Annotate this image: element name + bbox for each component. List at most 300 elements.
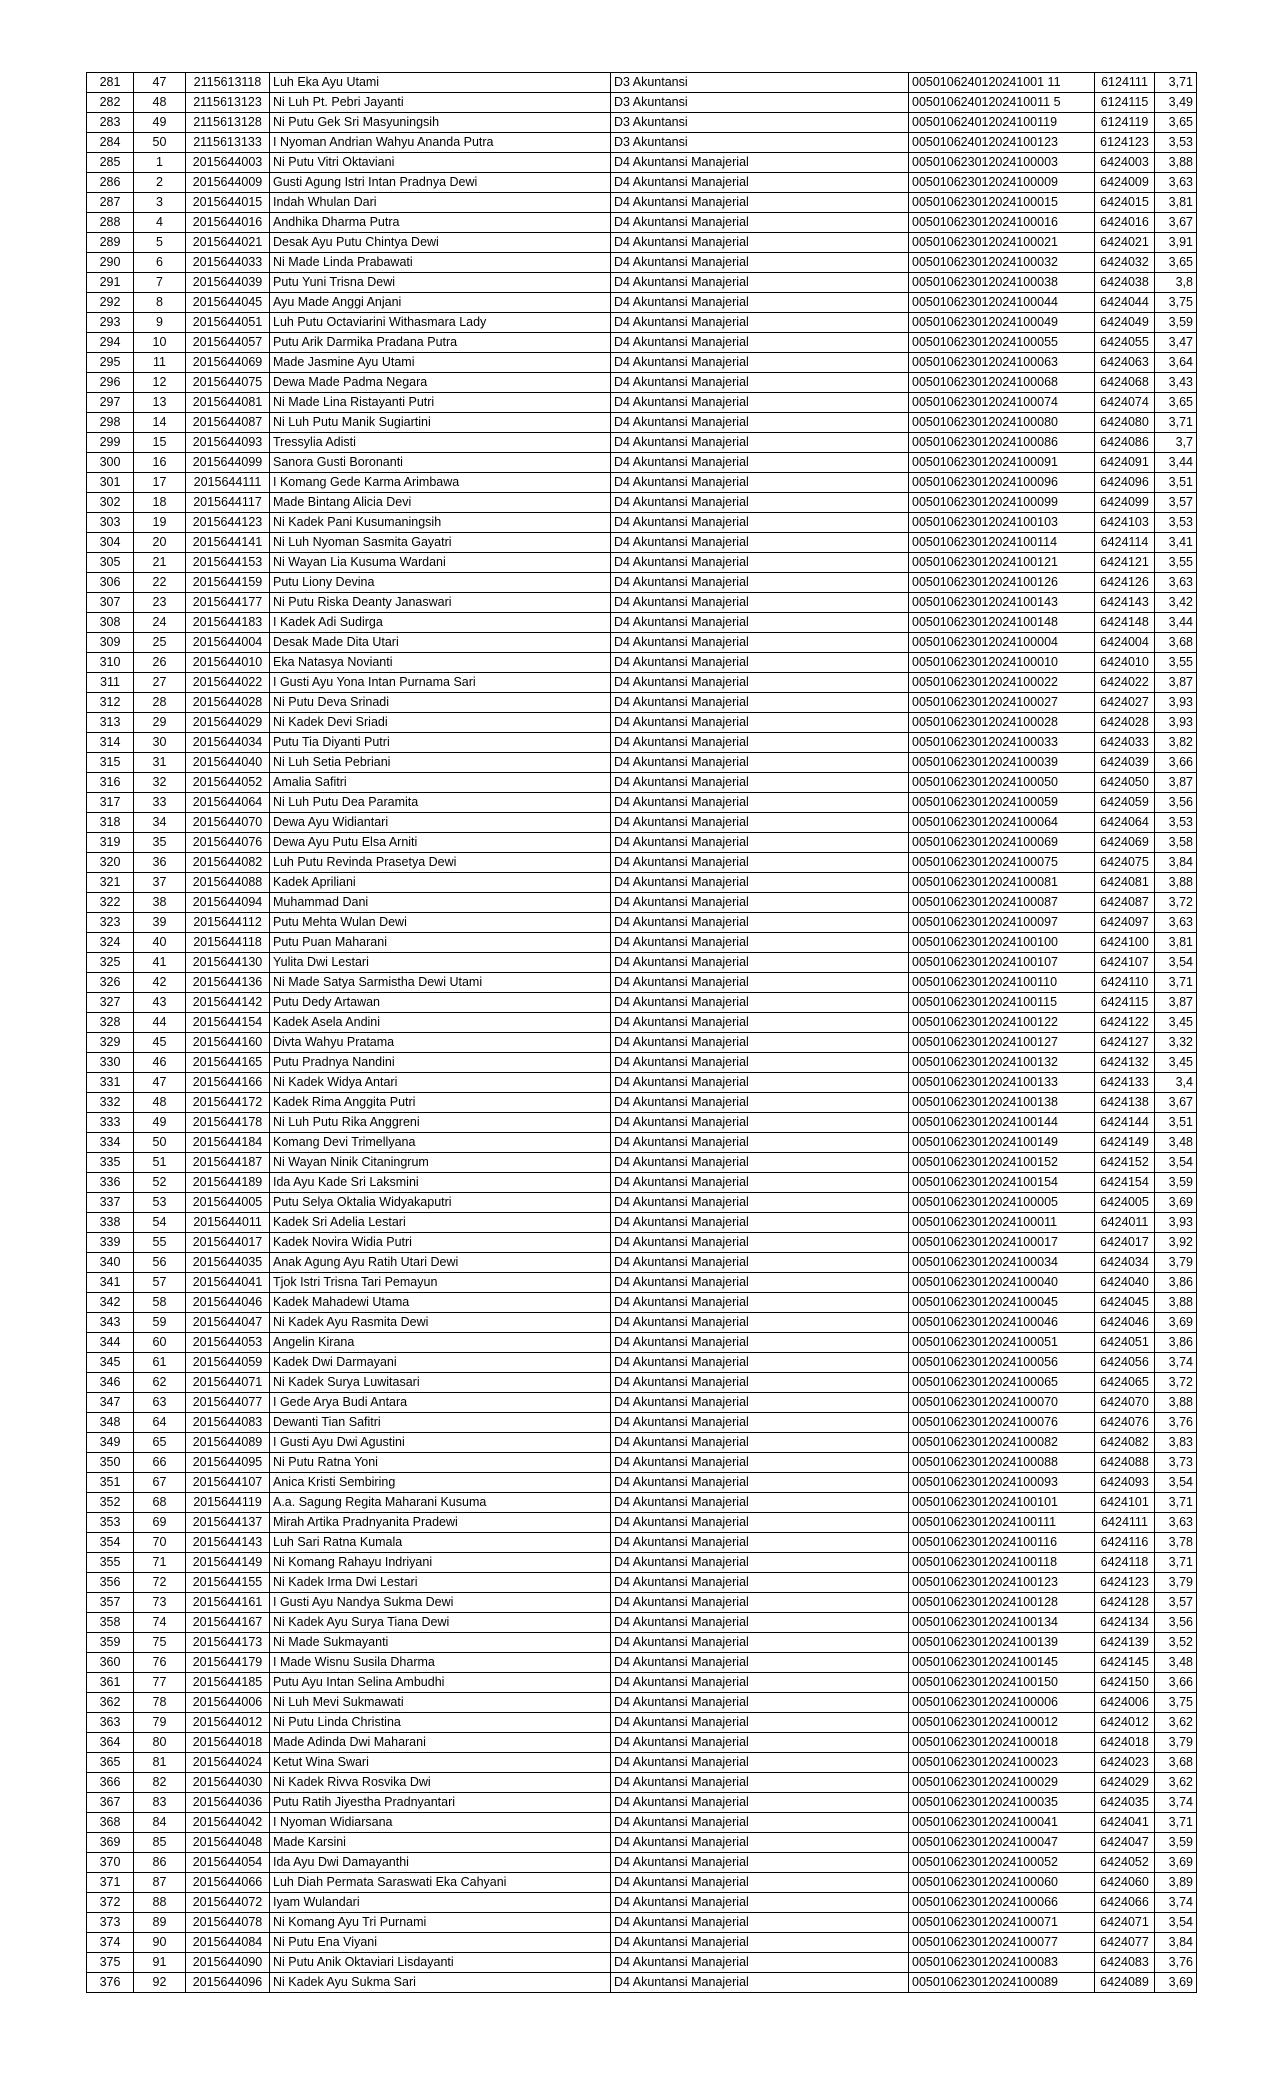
- study-program-cell: D4 Akuntansi Manajerial: [611, 593, 909, 613]
- student-id-cell: 2015644030: [186, 1773, 270, 1793]
- row-number-cell: 360: [87, 1653, 134, 1673]
- gpa-cell: 3,71: [1155, 1553, 1197, 1573]
- table-row: [87, 1233, 1197, 1253]
- table-row: [87, 193, 1197, 213]
- sequence-number-cell: 4: [134, 213, 186, 233]
- student-id-cell: 2015644083: [186, 1413, 270, 1433]
- student-name-cell: Putu Selya Oktalia Widyakaputri: [270, 1193, 611, 1213]
- certificate-number-cell: 005010623012024100097: [909, 913, 1095, 933]
- certificate-number-cell: 0050106240120241001 11: [909, 73, 1095, 93]
- row-number-cell: 322: [87, 893, 134, 913]
- study-program-cell: D4 Akuntansi Manajerial: [611, 1173, 909, 1193]
- certificate-number-cell: 005010623012024100088: [909, 1453, 1095, 1473]
- row-number-cell: 295: [87, 353, 134, 373]
- gpa-cell: 3,72: [1155, 1373, 1197, 1393]
- student-name-cell: Ni Luh Putu Dea Paramita: [270, 793, 611, 813]
- student-id-cell: 2015644112: [186, 913, 270, 933]
- student-name-cell: Ni Putu Gek Sri Masyuningsih: [270, 113, 611, 133]
- table-row: [87, 793, 1197, 813]
- student-id-cell: 2015644160: [186, 1033, 270, 1053]
- table-row: [87, 1613, 1197, 1633]
- sequence-number-cell: 80: [134, 1733, 186, 1753]
- row-number-cell: 298: [87, 413, 134, 433]
- row-number-cell: 309: [87, 633, 134, 653]
- student-id-cell: 2015644009: [186, 173, 270, 193]
- table-row: [87, 1033, 1197, 1053]
- student-id-cell: 2115613118: [186, 73, 270, 93]
- student-id-cell: 2015644167: [186, 1613, 270, 1633]
- registration-code-cell: 6424027: [1095, 693, 1155, 713]
- student-id-cell: 2015644093: [186, 433, 270, 453]
- table-row: [87, 1833, 1197, 1853]
- row-number-cell: 321: [87, 873, 134, 893]
- gpa-cell: 3,75: [1155, 293, 1197, 313]
- registration-code-cell: 6424127: [1095, 1033, 1155, 1053]
- student-name-cell: Ni Putu Vitri Oktaviani: [270, 153, 611, 173]
- certificate-number-cell: 00501062401202410011 5: [909, 93, 1095, 113]
- study-program-cell: D4 Akuntansi Manajerial: [611, 1553, 909, 1573]
- student-name-cell: Kadek Mahadewi Utama: [270, 1293, 611, 1313]
- student-id-cell: 2015644087: [186, 413, 270, 433]
- student-id-cell: 2015644051: [186, 313, 270, 333]
- registration-code-cell: 6424068: [1095, 373, 1155, 393]
- student-name-cell: Ni Luh Nyoman Sasmita Gayatri: [270, 533, 611, 553]
- student-id-cell: 2015644172: [186, 1093, 270, 1113]
- student-id-cell: 2015644166: [186, 1073, 270, 1093]
- certificate-number-cell: 005010623012024100128: [909, 1593, 1095, 1613]
- sequence-number-cell: 10: [134, 333, 186, 353]
- sequence-number-cell: 42: [134, 973, 186, 993]
- student-name-cell: Ni Luh Pt. Pebri Jayanti: [270, 93, 611, 113]
- student-name-cell: I Made Wisnu Susila Dharma: [270, 1653, 611, 1673]
- study-program-cell: D4 Akuntansi Manajerial: [611, 1793, 909, 1813]
- sequence-number-cell: 30: [134, 733, 186, 753]
- registration-code-cell: 6424004: [1095, 633, 1155, 653]
- registration-code-cell: 6424016: [1095, 213, 1155, 233]
- certificate-number-cell: 005010623012024100074: [909, 393, 1095, 413]
- study-program-cell: D4 Akuntansi Manajerial: [611, 1253, 909, 1273]
- study-program-cell: D4 Akuntansi Manajerial: [611, 273, 909, 293]
- gpa-cell: 3,66: [1155, 753, 1197, 773]
- sequence-number-cell: 83: [134, 1793, 186, 1813]
- sequence-number-cell: 5: [134, 233, 186, 253]
- registration-code-cell: 6424017: [1095, 1233, 1155, 1253]
- sequence-number-cell: 47: [134, 73, 186, 93]
- registration-code-cell: 6424152: [1095, 1153, 1155, 1173]
- student-id-cell: 2015644178: [186, 1113, 270, 1133]
- study-program-cell: D4 Akuntansi Manajerial: [611, 853, 909, 873]
- certificate-number-cell: 005010623012024100148: [909, 613, 1095, 633]
- study-program-cell: D4 Akuntansi Manajerial: [611, 1893, 909, 1913]
- row-number-cell: 302: [87, 493, 134, 513]
- student-name-cell: I Komang Gede Karma Arimbawa: [270, 473, 611, 493]
- student-id-cell: 2015644028: [186, 693, 270, 713]
- table-row: [87, 1353, 1197, 1373]
- sequence-number-cell: 14: [134, 413, 186, 433]
- row-number-cell: 350: [87, 1453, 134, 1473]
- row-number-cell: 299: [87, 433, 134, 453]
- student-id-cell: 2015644183: [186, 613, 270, 633]
- sequence-number-cell: 13: [134, 393, 186, 413]
- student-id-cell: 2015644059: [186, 1353, 270, 1373]
- student-name-cell: Kadek Sri Adelia Lestari: [270, 1213, 611, 1233]
- student-id-cell: 2015644024: [186, 1753, 270, 1773]
- study-program-cell: D4 Akuntansi Manajerial: [611, 1953, 909, 1973]
- student-id-cell: 2015644071: [186, 1373, 270, 1393]
- row-number-cell: 375: [87, 1953, 134, 1973]
- student-name-cell: Ketut Wina Swari: [270, 1753, 611, 1773]
- study-program-cell: D4 Akuntansi Manajerial: [611, 1393, 909, 1413]
- table-row: [87, 1533, 1197, 1553]
- study-program-cell: D4 Akuntansi Manajerial: [611, 613, 909, 633]
- gpa-cell: 3,68: [1155, 1753, 1197, 1773]
- certificate-number-cell: 005010623012024100118: [909, 1553, 1095, 1573]
- student-name-cell: Kadek Apriliani: [270, 873, 611, 893]
- study-program-cell: D4 Akuntansi Manajerial: [611, 493, 909, 513]
- sequence-number-cell: 51: [134, 1153, 186, 1173]
- certificate-number-cell: 005010623012024100111: [909, 1513, 1095, 1533]
- table-row: [87, 153, 1197, 173]
- study-program-cell: D4 Akuntansi Manajerial: [611, 1513, 909, 1533]
- gpa-cell: 3,65: [1155, 393, 1197, 413]
- student-id-cell: 2015644042: [186, 1813, 270, 1833]
- sequence-number-cell: 35: [134, 833, 186, 853]
- certificate-number-cell: 005010623012024100017: [909, 1233, 1095, 1253]
- student-name-cell: Luh Eka Ayu Utami: [270, 73, 611, 93]
- study-program-cell: D4 Akuntansi Manajerial: [611, 253, 909, 273]
- row-number-cell: 314: [87, 733, 134, 753]
- row-number-cell: 367: [87, 1793, 134, 1813]
- student-id-cell: 2015644046: [186, 1293, 270, 1313]
- certificate-number-cell: 005010623012024100144: [909, 1113, 1095, 1133]
- student-id-cell: 2015644179: [186, 1653, 270, 1673]
- student-name-cell: I Gusti Ayu Dwi Agustini: [270, 1433, 611, 1453]
- certificate-number-cell: 005010624012024100123: [909, 133, 1095, 153]
- registration-code-cell: 6424111: [1095, 1513, 1155, 1533]
- gpa-cell: 3,66: [1155, 1673, 1197, 1693]
- study-program-cell: D4 Akuntansi Manajerial: [611, 1333, 909, 1353]
- sequence-number-cell: 2: [134, 173, 186, 193]
- study-program-cell: D4 Akuntansi Manajerial: [611, 1773, 909, 1793]
- gpa-cell: 3,79: [1155, 1733, 1197, 1753]
- study-program-cell: D4 Akuntansi Manajerial: [611, 733, 909, 753]
- certificate-number-cell: 005010623012024100060: [909, 1873, 1095, 1893]
- row-number-cell: 348: [87, 1413, 134, 1433]
- sequence-number-cell: 70: [134, 1533, 186, 1553]
- row-number-cell: 373: [87, 1913, 134, 1933]
- row-number-cell: 347: [87, 1393, 134, 1413]
- registration-code-cell: 6424044: [1095, 293, 1155, 313]
- sequence-number-cell: 75: [134, 1633, 186, 1653]
- study-program-cell: D4 Akuntansi Manajerial: [611, 893, 909, 913]
- registration-code-cell: 6424056: [1095, 1353, 1155, 1373]
- study-program-cell: D4 Akuntansi Manajerial: [611, 753, 909, 773]
- student-id-cell: 2015644149: [186, 1553, 270, 1573]
- student-id-cell: 2015644117: [186, 493, 270, 513]
- certificate-number-cell: 005010623012024100046: [909, 1313, 1095, 1333]
- sequence-number-cell: 68: [134, 1493, 186, 1513]
- study-program-cell: D4 Akuntansi Manajerial: [611, 793, 909, 813]
- student-id-cell: 2015644057: [186, 333, 270, 353]
- certificate-number-cell: 005010623012024100071: [909, 1913, 1095, 1933]
- row-number-cell: 317: [87, 793, 134, 813]
- gpa-cell: 3,44: [1155, 453, 1197, 473]
- gpa-cell: 3,71: [1155, 1813, 1197, 1833]
- row-number-cell: 328: [87, 1013, 134, 1033]
- gpa-cell: 3,69: [1155, 1973, 1197, 1993]
- row-number-cell: 337: [87, 1193, 134, 1213]
- table-row: [87, 133, 1197, 153]
- study-program-cell: D4 Akuntansi Manajerial: [611, 313, 909, 333]
- sequence-number-cell: 27: [134, 673, 186, 693]
- registration-code-cell: 6424033: [1095, 733, 1155, 753]
- study-program-cell: D4 Akuntansi Manajerial: [611, 953, 909, 973]
- row-number-cell: 304: [87, 533, 134, 553]
- registration-code-cell: 6424010: [1095, 653, 1155, 673]
- sequence-number-cell: 82: [134, 1773, 186, 1793]
- student-id-cell: 2015644161: [186, 1593, 270, 1613]
- certificate-number-cell: 005010623012024100089: [909, 1973, 1095, 1993]
- registration-code-cell: 6424009: [1095, 173, 1155, 193]
- student-name-cell: Made Karsini: [270, 1833, 611, 1853]
- table-row: [87, 433, 1197, 453]
- table-row: [87, 953, 1197, 973]
- table-row: [87, 693, 1197, 713]
- certificate-number-cell: 005010623012024100027: [909, 693, 1095, 713]
- sequence-number-cell: 85: [134, 1833, 186, 1853]
- student-name-cell: Desak Made Dita Utari: [270, 633, 611, 653]
- table-row: [87, 353, 1197, 373]
- student-id-cell: 2015644153: [186, 553, 270, 573]
- gpa-cell: 3,93: [1155, 1213, 1197, 1233]
- sequence-number-cell: 7: [134, 273, 186, 293]
- certificate-number-cell: 005010623012024100063: [909, 353, 1095, 373]
- registration-code-cell: 6424077: [1095, 1933, 1155, 1953]
- row-number-cell: 316: [87, 773, 134, 793]
- table-row: [87, 1153, 1197, 1173]
- registration-code-cell: 6424101: [1095, 1493, 1155, 1513]
- sequence-number-cell: 24: [134, 613, 186, 633]
- registration-code-cell: 6124123: [1095, 133, 1155, 153]
- gpa-cell: 3,65: [1155, 253, 1197, 273]
- sequence-number-cell: 9: [134, 313, 186, 333]
- table-row: [87, 413, 1197, 433]
- row-number-cell: 306: [87, 573, 134, 593]
- student-id-cell: 2015644004: [186, 633, 270, 653]
- row-number-cell: 358: [87, 1613, 134, 1633]
- registration-code-cell: 6424075: [1095, 853, 1155, 873]
- student-name-cell: Ni Luh Setia Pebriani: [270, 753, 611, 773]
- row-number-cell: 310: [87, 653, 134, 673]
- table-row: [87, 893, 1197, 913]
- graduate-list-table: [86, 72, 1197, 1993]
- student-name-cell: I Gusti Ayu Nandya Sukma Dewi: [270, 1593, 611, 1613]
- registration-code-cell: 6424055: [1095, 333, 1155, 353]
- certificate-number-cell: 005010623012024100045: [909, 1293, 1095, 1313]
- gpa-cell: 3,74: [1155, 1893, 1197, 1913]
- registration-code-cell: 6424128: [1095, 1593, 1155, 1613]
- table-row: [87, 1853, 1197, 1873]
- row-number-cell: 312: [87, 693, 134, 713]
- sequence-number-cell: 38: [134, 893, 186, 913]
- row-number-cell: 303: [87, 513, 134, 533]
- gpa-cell: 3,64: [1155, 353, 1197, 373]
- study-program-cell: D4 Akuntansi Manajerial: [611, 1813, 909, 1833]
- student-name-cell: Ni Putu Anik Oktaviari Lisdayanti: [270, 1953, 611, 1973]
- registration-code-cell: 6424041: [1095, 1813, 1155, 1833]
- certificate-number-cell: 005010623012024100033: [909, 733, 1095, 753]
- certificate-number-cell: 005010624012024100119: [909, 113, 1095, 133]
- student-name-cell: Putu Yuni Trisna Dewi: [270, 273, 611, 293]
- student-id-cell: 2015644034: [186, 733, 270, 753]
- study-program-cell: D4 Akuntansi Manajerial: [611, 1373, 909, 1393]
- gpa-cell: 3,92: [1155, 1233, 1197, 1253]
- row-number-cell: 334: [87, 1133, 134, 1153]
- registration-code-cell: 6424052: [1095, 1853, 1155, 1873]
- sequence-number-cell: 49: [134, 1113, 186, 1133]
- gpa-cell: 3,58: [1155, 833, 1197, 853]
- row-number-cell: 283: [87, 113, 134, 133]
- row-number-cell: 287: [87, 193, 134, 213]
- table-row: [87, 993, 1197, 1013]
- registration-code-cell: 6424070: [1095, 1393, 1155, 1413]
- registration-code-cell: 6424064: [1095, 813, 1155, 833]
- student-id-cell: 2015644029: [186, 713, 270, 733]
- row-number-cell: 335: [87, 1153, 134, 1173]
- student-name-cell: Amalia Safitri: [270, 773, 611, 793]
- certificate-number-cell: 005010623012024100150: [909, 1673, 1095, 1693]
- student-name-cell: Indah Whulan Dari: [270, 193, 611, 213]
- study-program-cell: D4 Akuntansi Manajerial: [611, 1653, 909, 1673]
- sequence-number-cell: 87: [134, 1873, 186, 1893]
- certificate-number-cell: 005010623012024100139: [909, 1633, 1095, 1653]
- table-row: [87, 1053, 1197, 1073]
- sequence-number-cell: 61: [134, 1353, 186, 1373]
- registration-code-cell: 6424081: [1095, 873, 1155, 893]
- certificate-number-cell: 005010623012024100107: [909, 953, 1095, 973]
- registration-code-cell: 6424059: [1095, 793, 1155, 813]
- student-id-cell: 2015644119: [186, 1493, 270, 1513]
- study-program-cell: D4 Akuntansi Manajerial: [611, 1013, 909, 1033]
- table-row: [87, 1933, 1197, 1953]
- registration-code-cell: 6424154: [1095, 1173, 1155, 1193]
- student-name-cell: Ni Komang Rahayu Indriyani: [270, 1553, 611, 1573]
- gpa-cell: 3,62: [1155, 1713, 1197, 1733]
- certificate-number-cell: 005010623012024100064: [909, 813, 1095, 833]
- certificate-number-cell: 005010623012024100018: [909, 1733, 1095, 1753]
- registration-code-cell: 6424099: [1095, 493, 1155, 513]
- registration-code-cell: 6424126: [1095, 573, 1155, 593]
- certificate-number-cell: 005010623012024100110: [909, 973, 1095, 993]
- table-row: [87, 113, 1197, 133]
- study-program-cell: D4 Akuntansi Manajerial: [611, 1733, 909, 1753]
- student-id-cell: 2115613128: [186, 113, 270, 133]
- gpa-cell: 3,71: [1155, 413, 1197, 433]
- student-name-cell: Ayu Made Anggi Anjani: [270, 293, 611, 313]
- certificate-number-cell: 005010623012024100126: [909, 573, 1095, 593]
- certificate-number-cell: 005010623012024100009: [909, 173, 1095, 193]
- gpa-cell: 3,71: [1155, 1493, 1197, 1513]
- gpa-cell: 3,4: [1155, 1073, 1197, 1093]
- sequence-number-cell: 32: [134, 773, 186, 793]
- row-number-cell: 338: [87, 1213, 134, 1233]
- study-program-cell: D3 Akuntansi: [611, 133, 909, 153]
- sequence-number-cell: 31: [134, 753, 186, 773]
- certificate-number-cell: 005010623012024100021: [909, 233, 1095, 253]
- table-row: [87, 1093, 1197, 1113]
- study-program-cell: D4 Akuntansi Manajerial: [611, 173, 909, 193]
- row-number-cell: 351: [87, 1473, 134, 1493]
- certificate-number-cell: 005010623012024100133: [909, 1073, 1095, 1093]
- study-program-cell: D4 Akuntansi Manajerial: [611, 1833, 909, 1853]
- registration-code-cell: 6124119: [1095, 113, 1155, 133]
- study-program-cell: D4 Akuntansi Manajerial: [611, 1693, 909, 1713]
- row-number-cell: 318: [87, 813, 134, 833]
- certificate-number-cell: 005010623012024100081: [909, 873, 1095, 893]
- study-program-cell: D4 Akuntansi Manajerial: [611, 1313, 909, 1333]
- student-name-cell: Andhika Dharma Putra: [270, 213, 611, 233]
- student-id-cell: 2015644082: [186, 853, 270, 873]
- student-name-cell: Made Bintang Alicia Devi: [270, 493, 611, 513]
- sequence-number-cell: 16: [134, 453, 186, 473]
- row-number-cell: 336: [87, 1173, 134, 1193]
- student-id-cell: 2015644048: [186, 1833, 270, 1853]
- table-row: [87, 1113, 1197, 1133]
- sequence-number-cell: 28: [134, 693, 186, 713]
- student-name-cell: Ni Luh Putu Manik Sugiartini: [270, 413, 611, 433]
- gpa-cell: 3,76: [1155, 1413, 1197, 1433]
- registration-code-cell: 6424123: [1095, 1573, 1155, 1593]
- student-id-cell: 2015644130: [186, 953, 270, 973]
- study-program-cell: D4 Akuntansi Manajerial: [611, 773, 909, 793]
- student-id-cell: 2015644053: [186, 1333, 270, 1353]
- student-id-cell: 2015644015: [186, 193, 270, 213]
- row-number-cell: 366: [87, 1773, 134, 1793]
- table-row: [87, 1073, 1197, 1093]
- gpa-cell: 3,88: [1155, 1393, 1197, 1413]
- gpa-cell: 3,87: [1155, 993, 1197, 1013]
- certificate-number-cell: 005010623012024100029: [909, 1773, 1095, 1793]
- gpa-cell: 3,51: [1155, 473, 1197, 493]
- table-row: [87, 1633, 1197, 1653]
- table-row: [87, 853, 1197, 873]
- registration-code-cell: 6424005: [1095, 1193, 1155, 1213]
- gpa-cell: 3,67: [1155, 213, 1197, 233]
- row-number-cell: 327: [87, 993, 134, 1013]
- certificate-number-cell: 005010623012024100049: [909, 313, 1095, 333]
- table-row: [87, 213, 1197, 233]
- sequence-number-cell: 90: [134, 1933, 186, 1953]
- gpa-cell: 3,48: [1155, 1133, 1197, 1153]
- certificate-number-cell: 005010623012024100038: [909, 273, 1095, 293]
- table-row: [87, 513, 1197, 533]
- student-id-cell: 2015644011: [186, 1213, 270, 1233]
- registration-code-cell: 6424021: [1095, 233, 1155, 253]
- study-program-cell: D4 Akuntansi Manajerial: [611, 1753, 909, 1773]
- study-program-cell: D4 Akuntansi Manajerial: [611, 973, 909, 993]
- sequence-number-cell: 8: [134, 293, 186, 313]
- certificate-number-cell: 005010623012024100083: [909, 1953, 1095, 1973]
- table-row: [87, 753, 1197, 773]
- row-number-cell: 286: [87, 173, 134, 193]
- sequence-number-cell: 46: [134, 1053, 186, 1073]
- student-name-cell: Ni Kadek Widya Antari: [270, 1073, 611, 1093]
- student-id-cell: 2015644088: [186, 873, 270, 893]
- sequence-number-cell: 12: [134, 373, 186, 393]
- registration-code-cell: 6424138: [1095, 1093, 1155, 1113]
- sequence-number-cell: 22: [134, 573, 186, 593]
- row-number-cell: 292: [87, 293, 134, 313]
